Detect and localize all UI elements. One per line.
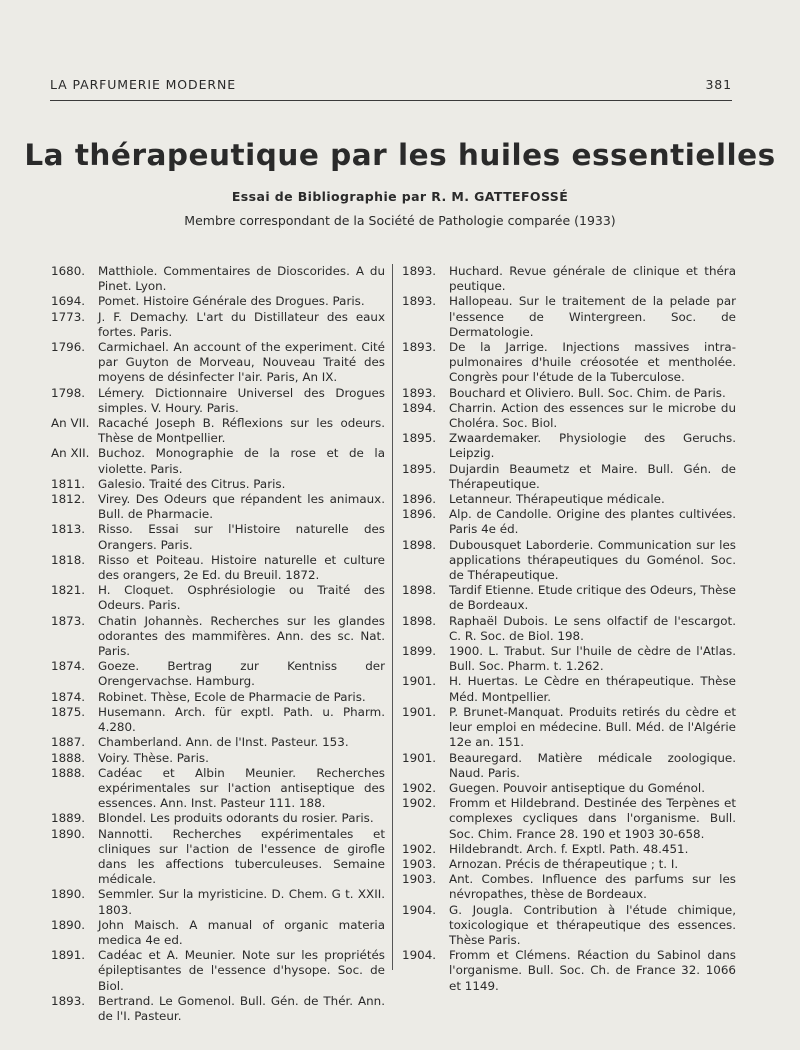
bibliography-entry <box>402 507 736 537</box>
entry-text: J. F. Demachy. L'art du Distillateur des eaux fortes. Paris. <box>98 309 385 339</box>
entry-text: De la Jarrige. Injections massives intra-pulmonaires d'huile créosotée et mentholée. Congrès pour l'étude de la Tuberculose. <box>449 340 736 385</box>
bibliography-entry <box>51 386 385 416</box>
entry-year: 1773. <box>51 309 86 324</box>
article-title: La thérapeutique par les huiles essentielles <box>24 138 776 172</box>
entry-year: 1874. <box>51 659 86 674</box>
bibliography-entry <box>51 522 385 552</box>
bibliography-entry <box>51 659 385 689</box>
entry-year: 1899. <box>402 644 437 659</box>
entry-year: An VII. <box>51 416 90 431</box>
entry-text: Fromm et Clémens. Réaction du Sabinol dans l'organisme. Bull. Soc. Ch. de France 32. 1066 et 1149. <box>449 948 736 993</box>
entry-year: 1875. <box>51 704 86 719</box>
entry-year: 1902. <box>402 796 437 811</box>
bibliography-entry <box>51 735 385 750</box>
entry-text: Cadéac et A. Meunier. Note sur les propriétés épileptisantes de l'essence d'hysope. Soc. de Biol. <box>98 948 385 993</box>
entry-text: Ant. Combes. Influence des parfums sur les névropathes, thèse de Bordeaux. <box>449 872 736 902</box>
bibliography-entry <box>402 674 736 704</box>
bibliography-entry <box>402 781 736 796</box>
entry-text: Beauregard. Matière médicale zoologique. Naud. Paris. <box>449 750 736 780</box>
entry-year: 1893. <box>402 385 437 400</box>
bibliography-entry <box>402 264 736 294</box>
bibliography-entry <box>51 477 385 492</box>
bibliography-entry <box>51 690 385 705</box>
entry-year: An XII. <box>51 446 90 461</box>
entry-year: 1901. <box>402 704 437 719</box>
bibliography-left-column <box>51 264 385 1024</box>
entry-year: 1896. <box>402 492 437 507</box>
entry-text: Tardif Etienne. Etude critique des Odeurs, Thèse de Bordeaux. <box>449 583 736 613</box>
bibliography-entry <box>402 903 736 949</box>
bibliography-entry <box>51 766 385 812</box>
bibliography-entry <box>51 948 385 994</box>
article-subtitle: Essai de Bibliographie par R. M. GATTEFOSSÉ <box>231 189 569 204</box>
entry-text: Risso et Poiteau. Histoire naturelle et culture des orangers, 2e Ed. du Breuil. 1872. <box>98 552 385 583</box>
bibliography-right-column <box>402 264 736 994</box>
entry-text: Blondel. Les produits odorants du rosier. Paris. <box>98 811 374 826</box>
entry-text: H. Cloquet. Osphrésiologie ou Traité des Odeurs. Paris. <box>98 583 385 613</box>
entry-text: Nannotti. Recherches expérimentales et cliniques sur l'action de l'essence de girofle dans les affections tuberculeuses. Semaine médicale. <box>98 826 385 887</box>
entry-text: John Maisch. A manual of organic materia medica 4e ed. <box>98 917 385 947</box>
entry-text: Bouchard et Oliviero. Bull. Soc. Chim. de Paris. <box>449 385 726 400</box>
entry-text: Matthiole. Commentaires de Dioscorides. A du Pinet. Lyon. <box>98 264 385 294</box>
bibliography-entry <box>402 872 736 902</box>
bibliography-entry <box>51 264 385 294</box>
bibliography-entry <box>51 751 385 766</box>
bibliography-entry <box>402 751 736 781</box>
entry-text: Zwaardemaker. Physiologie des Geruchs. Leipzig. <box>449 431 736 461</box>
bibliography-entry <box>51 416 385 446</box>
entry-year: 1811. <box>51 476 86 491</box>
entry-text: Lémery. Dictionnaire Universel des Drogues simples. V. Houry. Paris. <box>98 385 385 415</box>
bibliography-entry <box>51 918 385 948</box>
header-rule <box>50 100 732 101</box>
bibliography-entry <box>51 614 385 660</box>
entry-text: Racaché Joseph B. Réflexions sur les odeurs. Thèse de Montpellier. <box>98 416 385 446</box>
bibliography-entry <box>51 310 385 340</box>
entry-year: 1903. <box>402 856 437 871</box>
entry-year: 1903. <box>402 872 437 887</box>
bibliography-entry <box>402 583 736 613</box>
entry-text: Letanneur. Thérapeutique médicale. <box>449 492 665 507</box>
bibliography-entry <box>51 340 385 386</box>
entry-year: 1873. <box>51 613 86 628</box>
bibliography-entry <box>51 294 385 309</box>
entry-text: Virey. Des Odeurs que répandent les animaux. Bull. de Pharmacie. <box>98 492 385 522</box>
bibliography-entry <box>402 340 736 386</box>
entry-year: 1812. <box>51 492 86 507</box>
entry-text: Husemann. Arch. für exptl. Path. u. Pharm. 4.280. <box>98 704 385 735</box>
entry-text: Charrin. Action des essences sur le microbe du Choléra. Soc. Biol. <box>449 400 736 431</box>
entry-text: Voiry. Thèse. Paris. <box>98 750 209 765</box>
bibliography-entry <box>51 553 385 583</box>
entry-year: 1904. <box>402 902 437 917</box>
entry-year: 1888. <box>51 765 86 780</box>
entry-text: Alp. de Candolle. Origine des plantes cultivées. Paris 4e éd. <box>449 507 736 537</box>
entry-text: Cadéac et Albin Meunier. Recherches expérimentales sur l'action antiseptique des essences. Ann. Inst. Pasteur 111. 188. <box>98 765 385 811</box>
entry-text: Fromm et Hildebrand. Destinée des Terpènes et complexes cycliques dans l'organisme. Bull. Soc. Chim. France 28. 190 et 1903 30-658. <box>449 796 736 841</box>
entry-year: 1902. <box>402 841 437 856</box>
entry-year: 1898. <box>402 583 437 598</box>
bibliography-entry <box>402 386 736 401</box>
running-head <box>50 77 732 92</box>
entry-text: Hallopeau. Sur le traitement de la pelade par l'essence de Wintergreen. Soc. de Dermatologie. <box>449 294 736 339</box>
bibliography-entry <box>402 796 736 842</box>
entry-year: 1894. <box>402 400 437 415</box>
entry-year: 1813. <box>51 522 86 537</box>
bibliography-entry <box>51 887 385 917</box>
entry-year: 1895. <box>402 431 437 446</box>
entry-text: Dujardin Beaumetz et Maire. Bull. Gén. de Thérapeutique. <box>449 461 736 491</box>
entry-year: 1898. <box>402 613 437 628</box>
entry-text: Robinet. Thèse, Ecole de Pharmacie de Paris. <box>98 689 366 704</box>
entry-year: 1680. <box>51 264 86 278</box>
column-divider <box>392 264 393 970</box>
entry-year: 1889. <box>51 811 86 826</box>
entry-year: 1891. <box>51 948 86 963</box>
entry-year: 1904. <box>402 948 437 963</box>
entry-year: 1893. <box>402 264 437 278</box>
entry-text: Bertrand. Le Gomenol. Bull. Gén. de Thér. Ann. de l'I. Pasteur. <box>98 993 385 1023</box>
entry-year: 1874. <box>51 689 86 704</box>
entry-text: Risso. Essai sur l'Histoire naturelle des Orangers. Paris. <box>98 522 385 552</box>
entry-text: Pomet. Histoire Générale des Drogues. Paris. <box>98 294 365 309</box>
bibliography-entry <box>51 492 385 522</box>
entry-year: 1890. <box>51 887 86 902</box>
bibliography-entry <box>402 705 736 751</box>
entry-year: 1694. <box>51 294 86 309</box>
entry-text: Galesio. Traité des Citrus. Paris. <box>98 476 286 491</box>
bibliography-entry <box>402 431 736 461</box>
bibliography-entry <box>402 492 736 507</box>
entry-year: 1898. <box>402 537 437 552</box>
entry-year: 1796. <box>51 340 86 355</box>
entry-year: 1902. <box>402 780 437 795</box>
entry-text: Raphaël Dubois. Le sens olfactif de l'escargot. C. R. Soc. de Biol. 198. <box>449 613 736 643</box>
entry-text: Chatin Johannès. Recherches sur les glandes odorantes des mammifères. Ann. des sc. Nat. Paris. <box>98 613 385 659</box>
bibliography-entry <box>51 811 385 826</box>
entry-year: 1821. <box>51 583 86 598</box>
entry-text: Dubousquet Laborderie. Communication sur les applications thérapeutiques du Goménol. Soc. de Thérapeutique. <box>449 537 736 583</box>
entry-year: 1890. <box>51 826 86 841</box>
entry-year: 1893. <box>51 993 86 1008</box>
bibliography-entry <box>402 644 736 674</box>
bibliography-entry <box>51 705 385 735</box>
bibliography-entry <box>402 842 736 857</box>
entry-text: Guegen. Pouvoir antiseptique du Goménol. <box>449 780 706 795</box>
page-number: 381 <box>705 77 732 92</box>
bibliography-entry <box>51 446 385 476</box>
entry-text: Hildebrandt. Arch. f. Exptl. Path. 48.451. <box>449 841 689 856</box>
entry-year: 1888. <box>51 750 86 765</box>
entry-text: G. Jougla. Contribution à l'étude chimique, toxicologique et thérapeutique des essences. Thèse Paris. <box>449 902 736 947</box>
bibliography-entry <box>51 827 385 888</box>
entry-year: 1901. <box>402 750 437 765</box>
entry-text: Goeze. Bertrag zur Kentniss der Orengervachse. Hamburg. <box>98 659 385 689</box>
entry-text: Semmler. Sur la myristicine. D. Chem. G t. XXII. 1803. <box>98 887 385 917</box>
entry-year: 1798. <box>51 385 86 400</box>
entry-year: 1893. <box>402 340 437 355</box>
entry-text: Carmichael. An account of the experiment. Cité par Guyton de Morveau, Nouveau Traité des moyens de désinfecter l'air. Paris, An IX. <box>98 340 385 385</box>
entry-year: 1896. <box>402 507 437 522</box>
entry-text: 1900. L. Trabut. Sur l'huile de cèdre de l'Atlas. Bull. Soc. Pharm. t. 1.262. <box>449 644 736 674</box>
bibliography-entry <box>51 994 385 1024</box>
entry-text: Arnozan. Précis de thérapeutique ; t. I. <box>449 856 679 871</box>
entry-text: Buchoz. Monographie de la rose et de la violette. Paris. <box>98 446 385 476</box>
entry-year: 1890. <box>51 917 86 932</box>
entry-text: Huchard. Revue générale de clinique et théra peutique. <box>449 264 736 294</box>
bibliography-entry <box>402 401 736 431</box>
bibliography-entry <box>402 538 736 584</box>
entry-year: 1818. <box>51 552 86 567</box>
journal-name: LA PARFUMERIE MODERNE <box>50 77 236 92</box>
bibliography-entry <box>402 857 736 872</box>
author-membership: Membre correspondant de la Société de Pathologie comparée (1933) <box>184 213 616 228</box>
bibliography-entry <box>51 583 385 613</box>
bibliography-entry <box>402 294 736 340</box>
entry-text: Chamberland. Ann. de l'Inst. Pasteur. 153. <box>98 735 349 750</box>
entry-year: 1901. <box>402 674 437 689</box>
bibliography-entry <box>402 948 736 994</box>
entry-year: 1895. <box>402 461 437 476</box>
entry-year: 1887. <box>51 735 86 750</box>
bibliography-entry <box>402 614 736 644</box>
entry-text: P. Brunet-Manquat. Produits retirés du cèdre et leur emploi en médecine. Bull. Méd. de l'Algérie 12e an. 151. <box>449 704 736 750</box>
entry-text: H. Huertas. Le Cèdre en thérapeutique. Thèse Méd. Montpellier. <box>449 674 736 704</box>
bibliography-entry <box>402 462 736 492</box>
entry-year: 1893. <box>402 294 437 309</box>
